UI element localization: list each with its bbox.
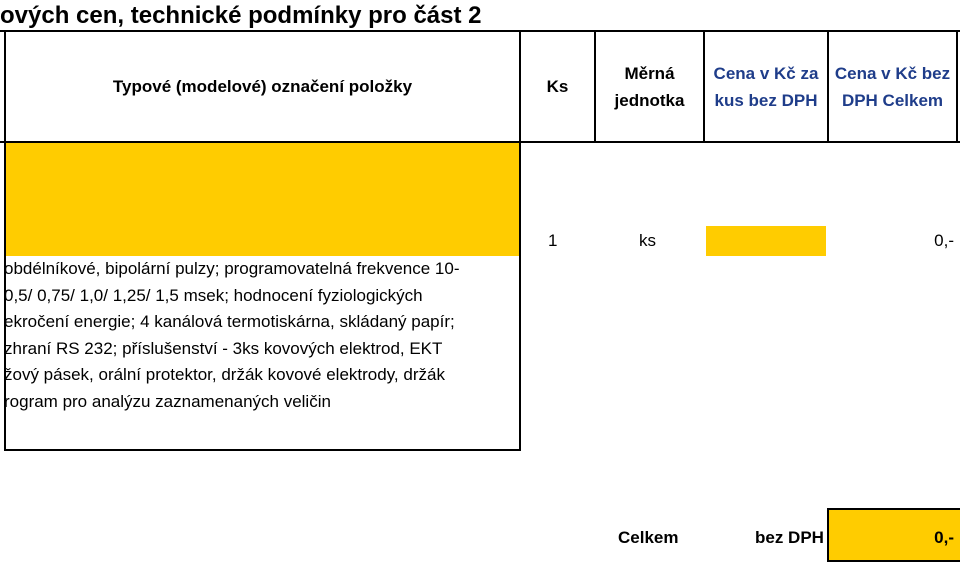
description-line: žový pásek, orální protektor, držák kovové elektrody, držák xyxy=(4,365,445,384)
row-unit: ks xyxy=(639,231,656,250)
column-header-price-unit xyxy=(705,32,827,141)
description-line: ekročení energie; 4 kanálová termotiskárna, skládaný papír; xyxy=(4,312,455,331)
column-header-price-total-line1: Cena v Kč bez xyxy=(834,63,951,83)
description-line: rogram pro analýzu zaznamenaných veličin xyxy=(4,391,331,411)
column-header-designation-label: Typové (modelové) označení položky xyxy=(112,77,413,96)
total-label: Celkem xyxy=(618,528,679,547)
page-title: ových cen, technické podmínky pro část 2 xyxy=(0,2,482,29)
row-total: 0,- xyxy=(934,231,954,250)
description-line: obdélníkové, bipolární pulzy; programovatelná frekvence 10- xyxy=(4,259,460,278)
column-header-price-total xyxy=(829,32,956,141)
description-line: zhraní RS 232; příslušenství - 3ks kovových elektrod, EKT xyxy=(4,338,443,358)
item-name-input[interactable] xyxy=(4,143,521,256)
column-header-qty-label: Ks xyxy=(546,77,569,96)
column-header-unit-line2: jednotka xyxy=(614,90,685,110)
column-header-price-unit-line1: Cena v Kč za xyxy=(713,63,819,83)
column-header-price-unit-line2: kus bez DPH xyxy=(714,90,818,110)
column-header-qty xyxy=(521,32,594,141)
description-line: 0,5/ 0,75/ 1,0/ 1,25/ 1,5 msek; hodnocení fyziologických xyxy=(4,285,423,305)
unit-price-input[interactable] xyxy=(706,226,826,256)
item-description xyxy=(4,256,520,415)
total-box-bottom-border xyxy=(827,560,960,562)
header-right-border xyxy=(956,30,958,143)
total-vat-label: bez DPH xyxy=(755,528,824,547)
column-header-price-total-line2: DPH Celkem xyxy=(841,90,944,110)
item-bottom-border xyxy=(4,449,521,451)
column-header-unit-line1: Měrná xyxy=(624,63,675,83)
total-value: 0,- xyxy=(934,528,954,547)
column-header-designation xyxy=(6,32,519,141)
row-qty: 1 xyxy=(548,231,558,250)
column-header-unit xyxy=(596,32,703,141)
